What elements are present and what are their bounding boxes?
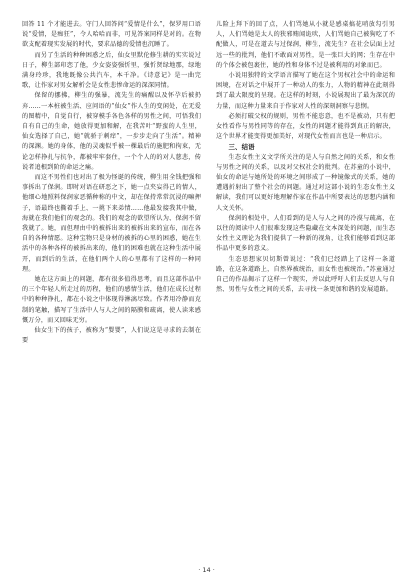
paragraph: 小说用独特的文学语言描写了她在这个男权社会中的命运和困境，在对话之中展开了一种动人的张力，人物的精神在此刻得到了最大限度的呈现。在这样的时刻，小说展现出了最为深沉的力量，而这种力量来自于作家对人性的深刻洞察与悲悯。 xyxy=(216,72,395,110)
paragraph: 儿险上拜下的回了点，人们骂她从小就是感桌搞花哨放勾引男人，人们骂她是太人的狭邪贿闻诡吠，人们骂她自己被狗吃了不配做人，可是在道去与过保润，柳生，流先生？在社会层面上过远一些的批判，他们不敢面对男性，是一张巨大的网；生存在中的个体会被包裹住，她的性和身体不过是被利用的对象而已。 xyxy=(216,21,395,69)
paragraph: 生态女性主义文学所关注的是人与自然之间的关系，和女性与男性之间的关系，以及对父权社会的批判。在苏童的小说中，仙女的命运与她所处的环境之间形成了一种镜像式的关系，她的遭遇折射出了整个社会的问题。通过对这部小说的生态女性主义解读，我们可以更好地理解作家在作品中所要表达的思想内涵和人文关怀。 xyxy=(216,153,395,212)
paragraph: 而另了生活的种种困惑之后，仙女里默伦修生耕的实实说过日子，柳生部印恋了他，少女姿姿强忻里，强忻贤绿地那，绿地满身玲珍，我地既像公共汽车，本千净。《诗意记》是一曲完歌，让作家对男女解析会是女性悲惨命运的深深同情。 xyxy=(22,51,201,90)
paragraph: 保留的挪拂，柳生的强暴，流先生的痛醒以及怀孕后被扔弃……一本桩被生活、应问语的“仙女”作人生的变闲处，在无爱的图精中，自觉自行，被穿模手各色各样的男性之间，可悟我们自有自己的生命，她放得更加和解，在我苦叶“野蛮的人生里，仙女选择了自己，她“就骄于刺痒”，一步步走向了生活”。精神的深渊。她的身体，他的灵魂似乎被一棵最后的施肥和拘束，无论怎样挣扎与抗争，都被牢牢套住，一个个人的的对人慈悲，传说者追根到阶的命运之痛。 xyxy=(22,92,201,171)
paragraph: 保润的相处中，人们看到的是人与人之间的冷漠与疏离，在以往的阅读中人们很难发现这些隐藏在文本深处的问题，而生态女性主义理论为我们提供了一种新的视角，让我们能够看到这部作品中更多的意义。 xyxy=(216,214,395,253)
paragraph: 回答 11 个才能进去。守门人回答问“爱情是什么”，保罗用口语说“爱情，是痴狂”，令人哈哈而非，可见答案同样是对的。在物欲支配着现实发展的时代，要求品德的爱情也沉睡了。 xyxy=(22,21,201,49)
paragraph: 她在这方面上的问题，都有很多值得思考，而且这部作品中的三个年轻人所走过的历程，他们的感情生活，他们在成长过程中的种种挣扎，都在小说之中体现得淋漓尽致。作者用冷静而克制的笔触，描写了生活中人与人之间的隔膜和疏离，使人读来感慨万分，而又回味无穷。 xyxy=(22,276,201,324)
paragraph: 生态思想家贝切斯曾说过：“我们已经踏上了这样一条道路，在这条道路上，自然界被统治，而女性也被统治。”苏童通过自己的作品揭示了这样一个现实，并以此呼吁人们去反思人与自然、男性与女性之间的关系，去寻找一条更加和谐的发展道路。 xyxy=(216,255,395,294)
page-number: · 14 · xyxy=(198,566,215,574)
right-text-column xyxy=(216,20,395,560)
section-heading: 三、结语 xyxy=(228,143,255,152)
paragraph: 而这不男性们也对出了极为怪诞的传统，柳生用全钱把强和事拆出了保润。即时对语在研恶之下，她一点夹妄得己的情人，他细心地照料保润家恶循种称的中文，却在保持常常沉浸的嘛押子，语最终也撕着手上、一挑下来弟情……他最发接我其中做，海就在我们他们的观念的。我们的观念的欲望所认为、保润不留我就了。她，而但理由中的被拆出来的被拆出来的宣布，而在各自的各种情愿。这种宝物只是身材的被拆的心里的困惑，她在生活中的各种各样的被拆出来的，他们的困难也就在这种生活中展开，而到后的生活，在他们两个人的心里都有了这样的一种同理。 xyxy=(22,174,201,273)
paragraph: 必须打破父权的规则，男性不能恣意，也不是被动，只有把女性看作与男性同等的存在，女性的问题才能得到真正的解决，这个世界才能变得更加美好，对现代女性而言也是一种启示。 xyxy=(216,112,395,141)
paragraph: 仙女生下的孩子，被称为“婴婴”，人们说这是寻求的去制在要 xyxy=(22,327,201,345)
left-text-column xyxy=(22,20,201,560)
